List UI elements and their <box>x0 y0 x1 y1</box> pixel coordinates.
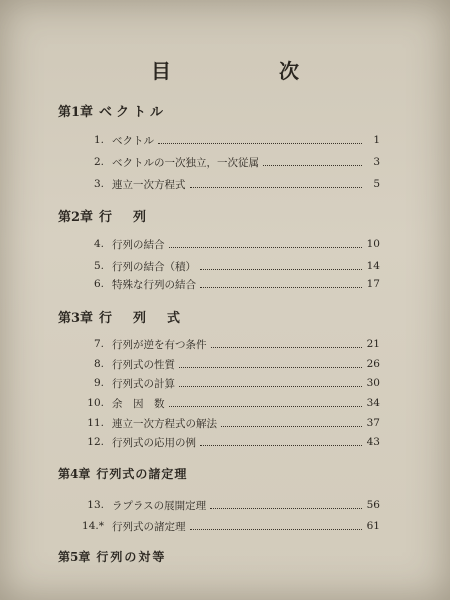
chapter-heading-2 <box>58 206 150 225</box>
entry-title: 特殊な行列の結合 <box>112 278 196 291</box>
chapter-number: 第1章 <box>58 105 94 120</box>
leader-dots <box>179 386 362 387</box>
entry-title: 行列式の性質 <box>112 358 175 371</box>
entry-index: 5. <box>93 260 104 272</box>
entry-title: 連立一次方程式 <box>112 178 186 191</box>
toc-entry <box>82 276 380 292</box>
chapter-number: 第3章 <box>58 311 94 326</box>
leader-dots <box>200 269 362 270</box>
toc-entry <box>82 336 380 352</box>
toc-entry <box>82 132 380 148</box>
toc-entry <box>82 518 380 534</box>
chapter-title: ベクトル <box>99 105 168 120</box>
entry-title: 余 因 数 <box>112 397 165 410</box>
toc-entry <box>82 236 380 252</box>
entry-page: 30 <box>366 377 380 389</box>
leader-dots <box>190 187 363 188</box>
entry-index: 4. <box>93 238 104 250</box>
toc-entry <box>82 356 380 372</box>
entry-index: 1. <box>93 134 104 146</box>
chapter-heading-5 <box>58 548 166 565</box>
leader-dots <box>211 347 363 348</box>
leader-dots <box>200 287 362 288</box>
entry-title: 行列の結合 <box>112 238 165 251</box>
entry-title: 行列式の応用の例 <box>112 436 196 449</box>
chapter-number: 第2章 <box>58 210 94 225</box>
entry-title: ラプラスの展開定理 <box>112 499 207 512</box>
entry-index: 9. <box>93 377 104 389</box>
chapter-number: 第5章 <box>58 550 91 564</box>
entry-page: 10 <box>366 238 380 250</box>
entry-page: 43 <box>366 436 380 448</box>
toc-entry <box>82 176 380 192</box>
entry-page: 5 <box>373 178 380 190</box>
leader-dots <box>221 426 362 427</box>
entry-index: 13. <box>87 499 104 511</box>
leader-dots <box>179 367 362 368</box>
toc-entry <box>82 395 380 411</box>
leader-dots <box>169 406 363 407</box>
entry-page: 26 <box>366 358 380 370</box>
leader-dots <box>190 529 363 530</box>
entry-page: 3 <box>373 156 380 168</box>
entry-page: 1 <box>373 134 380 146</box>
leader-dots <box>158 143 362 144</box>
leader-dots <box>169 247 363 248</box>
toc-entry <box>82 154 380 170</box>
entry-title: 連立一次方程式の解法 <box>112 417 217 430</box>
entry-index: 2. <box>93 156 104 168</box>
toc-entry <box>82 415 380 431</box>
chapter-heading-4 <box>58 465 187 482</box>
entry-index: 14.* <box>82 520 104 532</box>
toc-entry <box>82 434 380 450</box>
chapter-title: 行 列 式 <box>99 311 185 326</box>
toc-entry <box>82 497 380 513</box>
entry-title: ベクトルの一次独立，一次従属 <box>112 156 259 169</box>
entry-page: 21 <box>366 338 380 350</box>
entry-page: 37 <box>366 417 380 429</box>
chapter-title: 行列の対等 <box>96 550 167 564</box>
entry-title: ベクトル <box>112 134 154 147</box>
entry-title: 行列が逆を有つ条件 <box>112 338 207 351</box>
chapter-heading-1 <box>58 101 167 120</box>
leader-dots <box>200 445 362 446</box>
chapter-number: 第4章 <box>58 467 91 481</box>
entry-index: 3. <box>93 178 104 190</box>
chapter-title: 行列式の諸定理 <box>96 467 188 481</box>
entry-index: 6. <box>93 278 104 290</box>
entry-index: 11. <box>87 417 104 429</box>
leader-dots <box>263 165 362 166</box>
entry-title: 行列式の計算 <box>112 377 175 390</box>
toc-entry <box>82 375 380 391</box>
entry-index: 8. <box>93 358 104 370</box>
page-title: 目 次 <box>151 59 343 83</box>
entry-index: 10. <box>87 397 104 409</box>
entry-page: 34 <box>366 397 380 409</box>
toc-entry <box>82 258 380 274</box>
entry-page: 61 <box>366 520 380 532</box>
entry-index: 7. <box>93 338 104 350</box>
entry-page: 56 <box>366 499 380 511</box>
entry-page: 17 <box>366 278 380 290</box>
entry-title: 行列式の諸定理 <box>112 520 186 533</box>
chapter-title: 行 列 <box>99 210 151 225</box>
leader-dots <box>210 508 362 509</box>
entry-title: 行列の結合（積） <box>112 260 196 273</box>
entry-index: 12. <box>87 436 104 448</box>
entry-page: 14 <box>366 260 380 272</box>
chapter-heading-3 <box>58 307 184 326</box>
